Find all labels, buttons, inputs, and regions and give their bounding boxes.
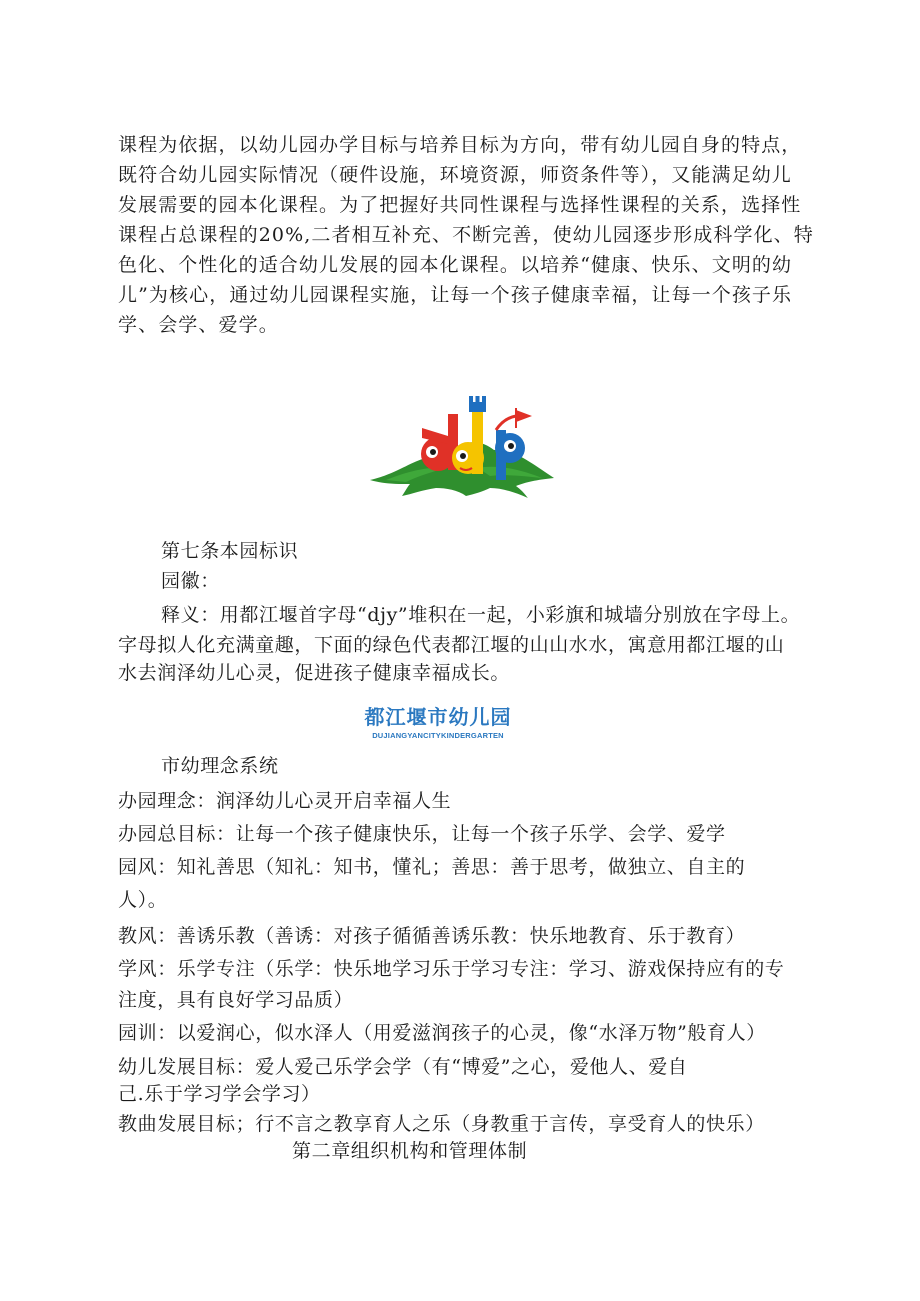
philosophy-line: 注度，具有良好学习品质）	[118, 989, 354, 1011]
intro-line: 儿”为核心，通过幼儿园课程实施，让每一个孩子健康幸福，让每一个孩子乐	[118, 284, 793, 306]
philosophy-line: 学风：乐学专注（乐学：快乐地学习乐于学习专注：学习、游戏保持应有的专	[118, 958, 785, 980]
intro-line: 发展需要的园本化课程。为了把握好共同性课程与选择性课程的关系，选择性	[118, 194, 802, 216]
philosophy-line: 园风：知礼善思（知礼：知书，懂礼；善思：善于思考，做独立、自主的	[118, 856, 746, 878]
explanation-line: 释义：用都江堰首字母“djy”堆积在一起，小彩旗和城墙分别放在字母上。	[161, 604, 801, 626]
intro-line: 色化、个性化的适合幼儿发展的园本化课程。以培养“健康、快乐、文明的幼	[118, 254, 793, 276]
philosophy-line: 人）。	[118, 889, 168, 911]
article-heading: 第七条本园标识	[161, 540, 299, 562]
philosophy-line: 教曲发展目标；行不言之教享育人之乐（身教重于言传，享受育人的快乐）	[118, 1113, 765, 1135]
intro-line: 课程为依据，以幼儿园办学目标与培养目标为方向，带有幼儿园自身的特点，	[118, 134, 802, 156]
kindergarten-wordmark	[348, 704, 528, 741]
wordmark-chinese: 都江堰市幼儿园	[364, 705, 512, 729]
philosophy-title: 市幼理念系统	[161, 755, 279, 777]
philosophy-line: 办园总目标：让每一个孩子健康快乐，让每一个孩子乐学、会学、爱学	[118, 823, 726, 845]
philosophy-line: 办园理念：润泽幼儿心灵开启幸福人生	[118, 790, 452, 812]
explanation-line: 字母拟人化充满童趣，下面的绿色代表都江堰的山山水水，寓意用都江堰的山	[118, 634, 785, 656]
chapter-title: 第二章组织机构和管理体制	[292, 1140, 528, 1162]
intro-line: 既符合幼儿园实际情况（硬件设施，环境资源，师资条件等），又能满足幼儿	[118, 164, 792, 186]
philosophy-line: 园训：以爱润心，似水泽人（用爱滋润孩子的心灵，像“水泽万物”般育人）	[118, 1022, 766, 1044]
philosophy-line: 幼儿发展目标：爱人爱己乐学会学（有“博爱”之心，爱他人、爱自	[118, 1056, 688, 1078]
emblem-label: 园徽：	[161, 570, 220, 592]
wordmark-english: DUJIANGYANCITYKINDERGARTEN	[372, 731, 504, 740]
explanation-line: 水去润泽幼儿心灵，促进孩子健康幸福成长。	[118, 662, 511, 684]
philosophy-line: 己.乐于学习学会学习）	[118, 1083, 321, 1105]
kindergarten-emblem-logo	[366, 388, 558, 498]
intro-line: 学、会学、爱学。	[118, 314, 279, 336]
letter-d-red-shape	[421, 414, 458, 471]
intro-line: 课程占总课程的20%,二者相互补充、不断完善，使幼儿园逐步形成科学化、特	[118, 224, 814, 246]
philosophy-line: 教风：善诱乐教（善诱：对孩子循循善诱乐教：快乐地教育、乐于教育）	[118, 925, 746, 947]
